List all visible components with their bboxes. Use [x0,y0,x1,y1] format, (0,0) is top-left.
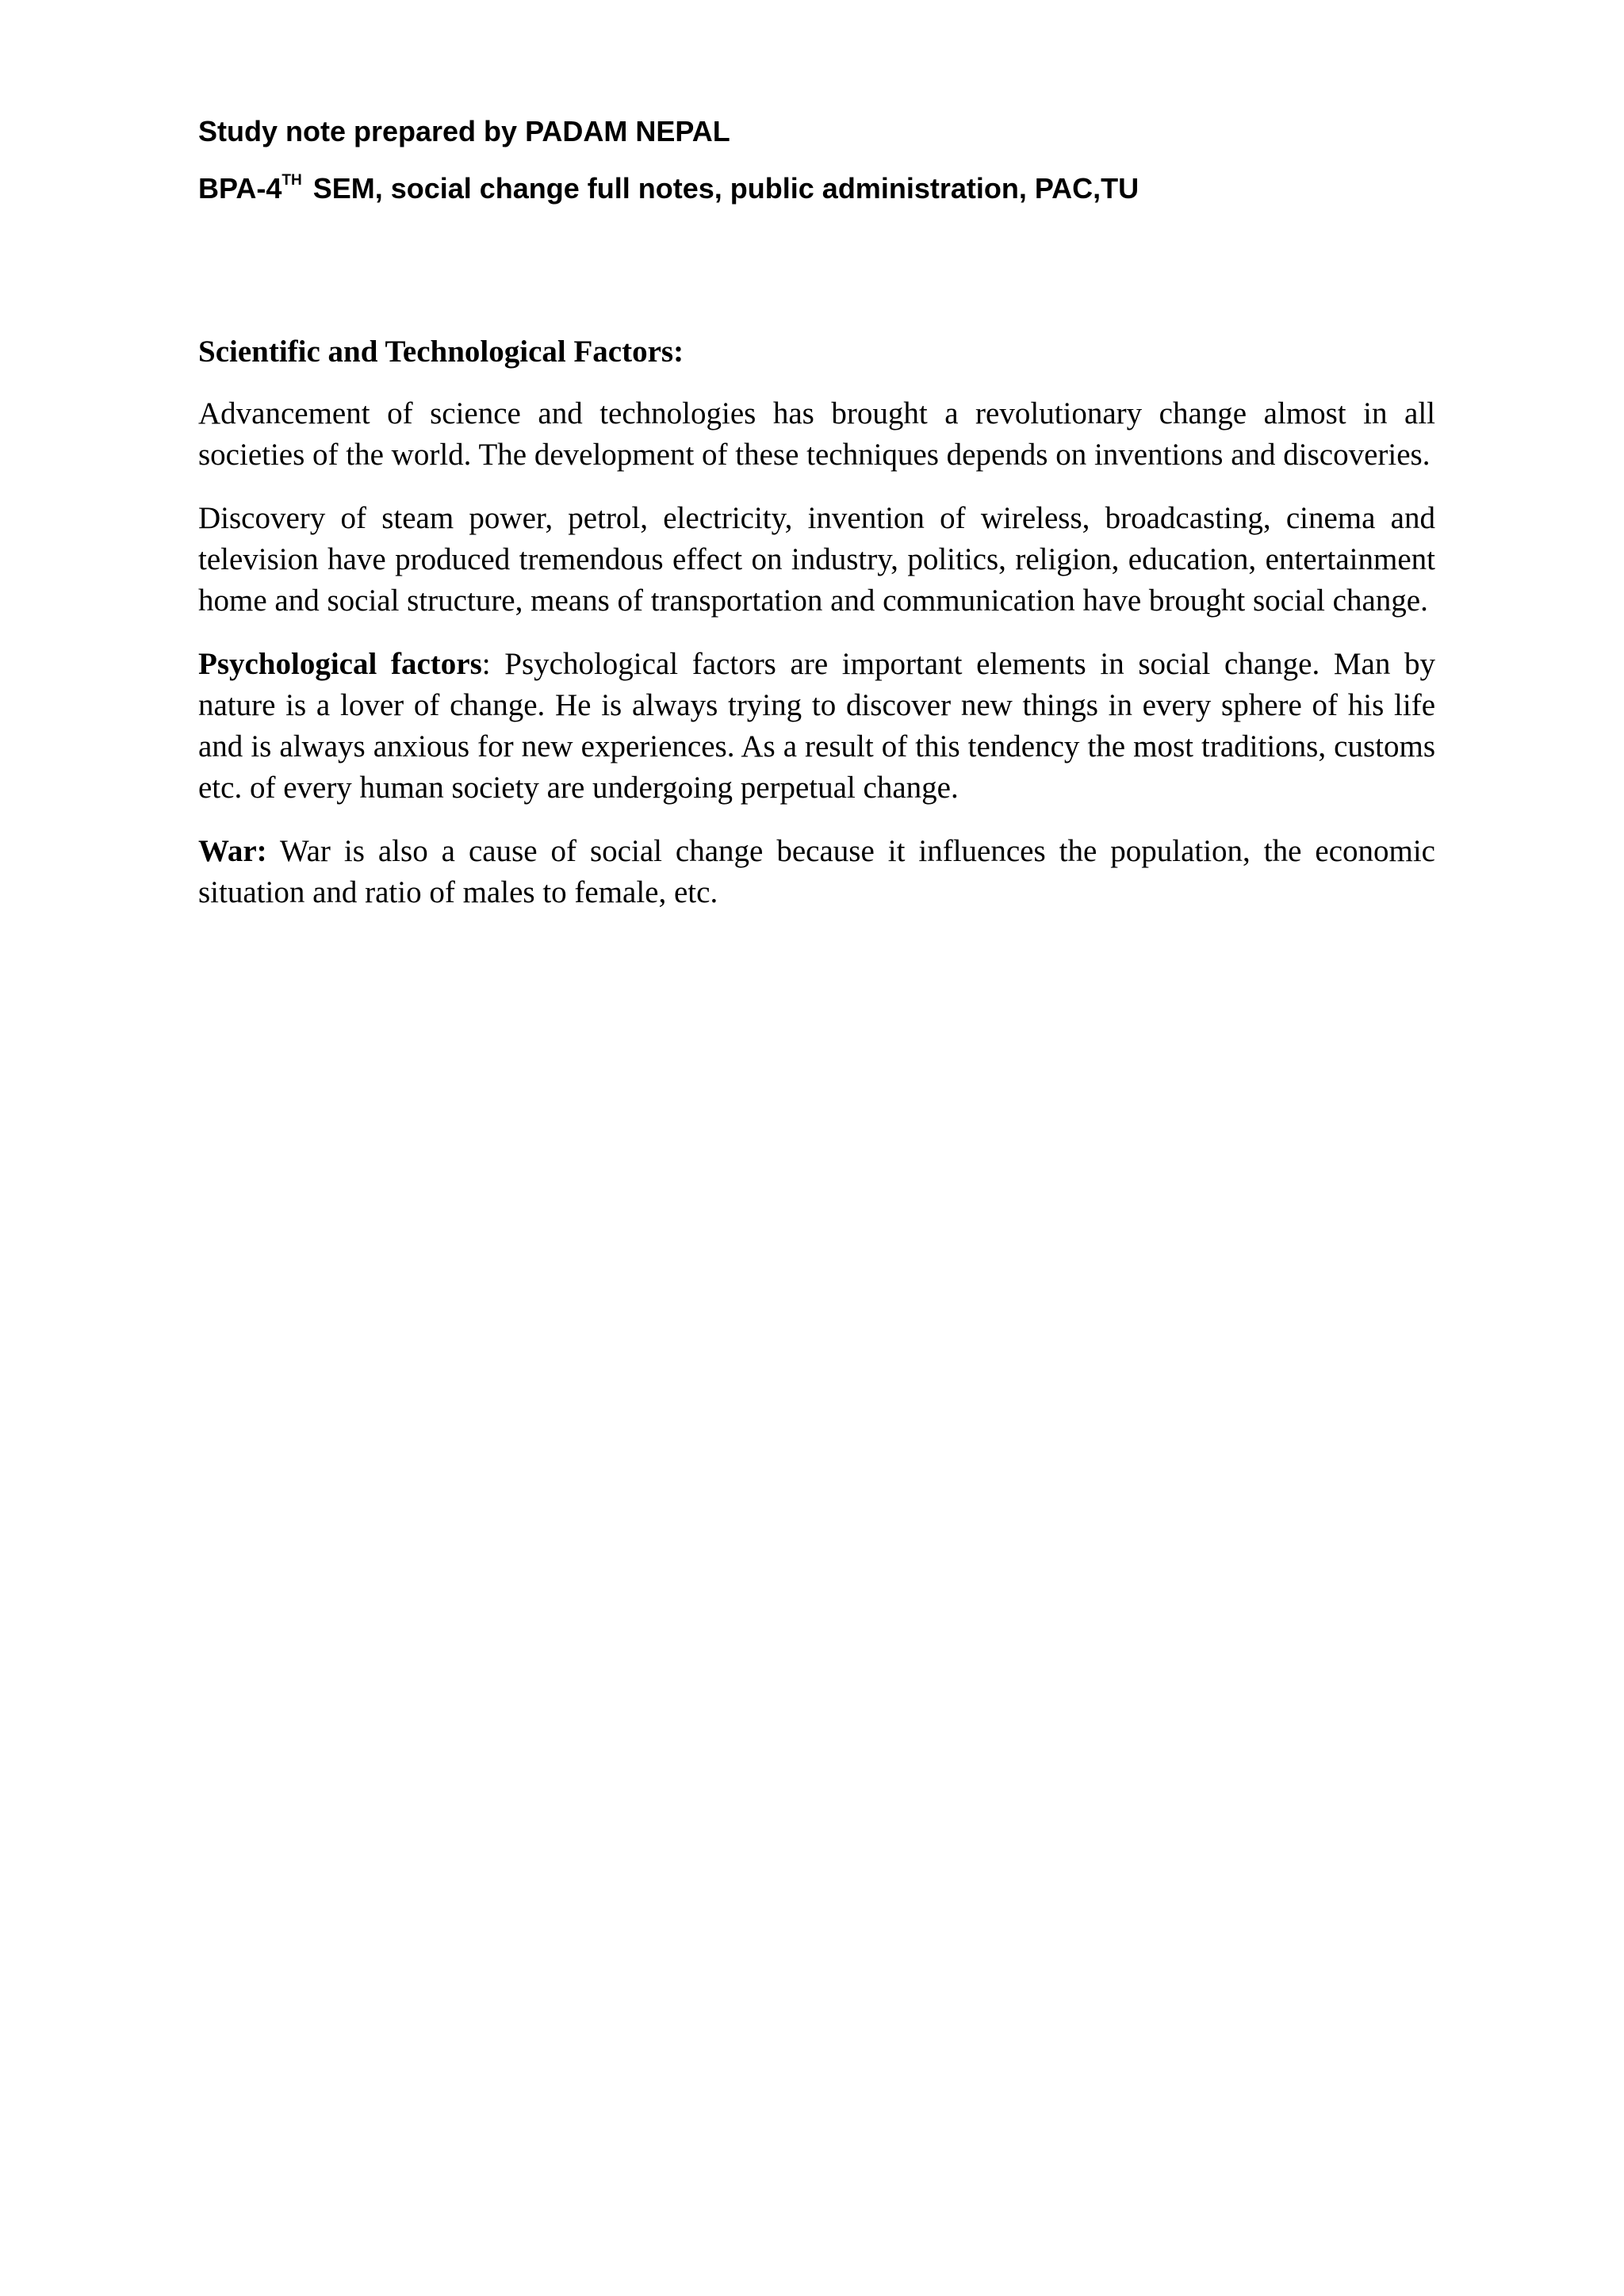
psychological-factors-text: Psychological factors are important elements in social change. Man by nature is a lover of change. He is always trying to discover new things in every sphere of his life and is always anxious for new experiences. As a result of this tendency the most traditions, customs etc. of every human society are undergoing perpetual change. [198,647,1436,805]
author-note [198,114,1435,149]
paragraph-science-advancement: Advancement of science and technologies has brought a revolutionary change almost in all societies of the world. The development of these techniques depends on inventions and discoveries. [198,396,1435,472]
war-text: War is also a cause of social change because it influences the population, the economic situation and ratio of males to female, etc. [198,834,1435,909]
section-heading: Scientific and Technological Factors: [198,335,684,369]
course-code: BPA-4 [198,172,282,205]
main-content [198,331,1435,936]
psychological-factors-label: Psychological factors [198,647,482,681]
course-info [198,171,1435,206]
war-label: War: [198,834,267,868]
paragraph-war [198,831,1435,913]
paragraph-psychological-factors [198,644,1435,809]
course-description: SEM, social change full notes, public administration, PAC,TU [312,172,1139,205]
author-note-text: Study note prepared by PADAM NEPAL [198,115,730,147]
psychological-factors-separator: : [481,647,505,681]
paragraph-discoveries: Discovery of steam power, petrol, electricity, invention of wireless, broadcasting, cinema and television have produced tremendous effect on industry, politics, religion, education, entertainment home and social structure, means of transportation and communication have brought social change. [198,501,1435,618]
course-code-superscript: TH [282,172,302,189]
